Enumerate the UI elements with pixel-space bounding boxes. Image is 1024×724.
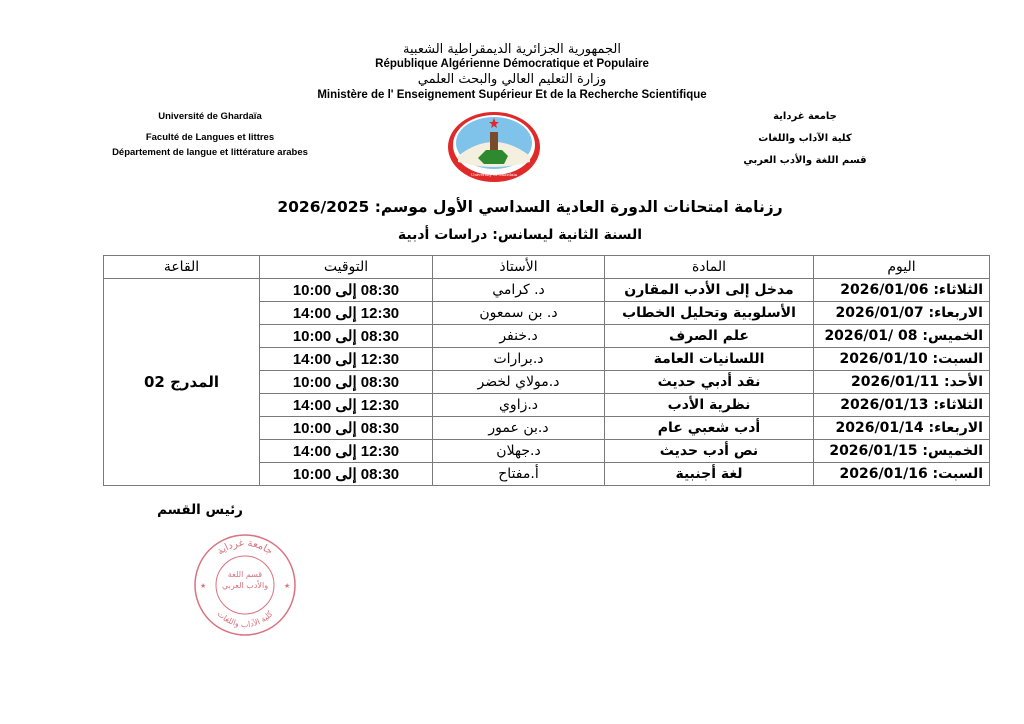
cell-time: 08:30 إلى 10:00 xyxy=(260,463,433,486)
cell-subject: علم الصرف xyxy=(605,325,814,348)
cell-subject: نص أدب حديث xyxy=(605,440,814,463)
header-subject: المادة xyxy=(605,256,814,279)
cell-subject: نقد أدبي حديث xyxy=(605,371,814,394)
institution-arabic-block xyxy=(742,112,868,166)
cell-time: 12:30 إلى 14:00 xyxy=(260,348,433,371)
department-name-fr: Département de langue et littérature arabes xyxy=(112,147,308,158)
cell-subject: مدخل إلى الأدب المقارن xyxy=(605,279,814,302)
cell-subject: لغة أجنبية xyxy=(605,463,814,486)
cell-time: 12:30 إلى 14:00 xyxy=(260,440,433,463)
republic-french: République Algérienne Démocratique et Populaire xyxy=(375,58,649,70)
ministry-arabic: وزارة التعليم العالي والبحث العلمي xyxy=(417,72,607,87)
page-title: رزنامة امتحانات الدورة العادية السداسي الأول موسم: 2026/2025 xyxy=(277,198,783,216)
stamp-star-right-icon: ★ xyxy=(284,582,291,590)
institution-french-block xyxy=(110,112,310,158)
cell-day: الثلاثاء: 2026/01/06 xyxy=(814,279,990,302)
cell-subject: الأسلوبية وتحليل الخطاب xyxy=(605,302,814,325)
cell-professor: أ.مفتاح xyxy=(433,463,605,486)
cell-day: الأحد: 2026/01/11 xyxy=(814,371,990,394)
cell-time: 08:30 إلى 10:00 xyxy=(260,279,433,302)
cell-time: 12:30 إلى 14:00 xyxy=(260,302,433,325)
cell-professor: د.بن عمور xyxy=(433,417,605,440)
exam-schedule-table xyxy=(103,255,990,486)
department-stamp xyxy=(192,532,298,638)
cell-professor: د.زاوي xyxy=(433,394,605,417)
cell-day: الاربعاء: 2026/01/14 xyxy=(814,417,990,440)
cell-professor: د.جهلان xyxy=(433,440,605,463)
faculty-name-ar: كلية الآداب واللغات xyxy=(758,133,852,144)
department-name-ar: قسم اللغة والأدب العربي xyxy=(743,155,867,166)
cell-time: 08:30 إلى 10:00 xyxy=(260,371,433,394)
cell-subject: نظرية الأدب xyxy=(605,394,814,417)
stamp-center-text: قسم اللغة والأدب العربي xyxy=(221,570,269,590)
cell-day: الاربعاء: 2026/01/07 xyxy=(814,302,990,325)
cell-time: 12:30 إلى 14:00 xyxy=(260,394,433,417)
cell-professor: د.مولاي لخضر xyxy=(433,371,605,394)
cell-day: الخميس: 2026/01/15 xyxy=(814,440,990,463)
cell-subject: اللسانيات العامة xyxy=(605,348,814,371)
stamp-center xyxy=(220,570,270,600)
cell-professor: د.برارات xyxy=(433,348,605,371)
cell-professor: د. بن سمعون xyxy=(433,302,605,325)
cell-day: السبت: 2026/01/16 xyxy=(814,463,990,486)
faculty-name-fr: Faculté de Langues et littres xyxy=(145,132,275,143)
university-name-fr: Université de Ghardaïa xyxy=(158,111,262,122)
cell-day: الخميس: 08 /2026/01 xyxy=(814,325,990,348)
header-time: التوقيت xyxy=(260,256,433,279)
cell-time: 08:30 إلى 10:00 xyxy=(260,325,433,348)
logo-caption: University of Ghardaia xyxy=(470,172,518,177)
table-row xyxy=(104,279,990,302)
stamp-star-left-icon: ★ xyxy=(200,582,207,590)
stamp-top-text: جامعة غرداية xyxy=(215,537,275,558)
ministry-french: Ministère de l' Enseignement Supérieur Et de la Recherche Scientifique xyxy=(317,89,707,101)
stamp-bottom-text: كلية الآداب واللغات xyxy=(215,609,275,630)
header-professor: الأستاذ xyxy=(433,256,605,279)
logo-minaret xyxy=(490,132,498,152)
university-logo xyxy=(446,110,542,184)
department-head-label: رئيس القسم xyxy=(157,502,243,518)
page-subtitle: السنة الثانية ليسانس: دراسات أدبية xyxy=(397,227,643,243)
cell-professor: د. كرامي xyxy=(433,279,605,302)
cell-room: المدرج 02 xyxy=(104,279,260,486)
university-name-ar: جامعة غرداية xyxy=(773,111,837,122)
cell-subject: أدب شعبي عام xyxy=(605,417,814,440)
cell-day: السبت: 2026/01/10 xyxy=(814,348,990,371)
cell-day: الثلاثاء: 2026/01/13 xyxy=(814,394,990,417)
header-room: القاعة xyxy=(104,256,260,279)
cell-time: 08:30 إلى 10:00 xyxy=(260,417,433,440)
table-header-row xyxy=(104,256,990,279)
header-day: اليوم xyxy=(814,256,990,279)
cell-professor: د.خنفر xyxy=(433,325,605,348)
republic-arabic: الجمهورية الجزائرية الديمقراطية الشعبية xyxy=(403,42,621,57)
